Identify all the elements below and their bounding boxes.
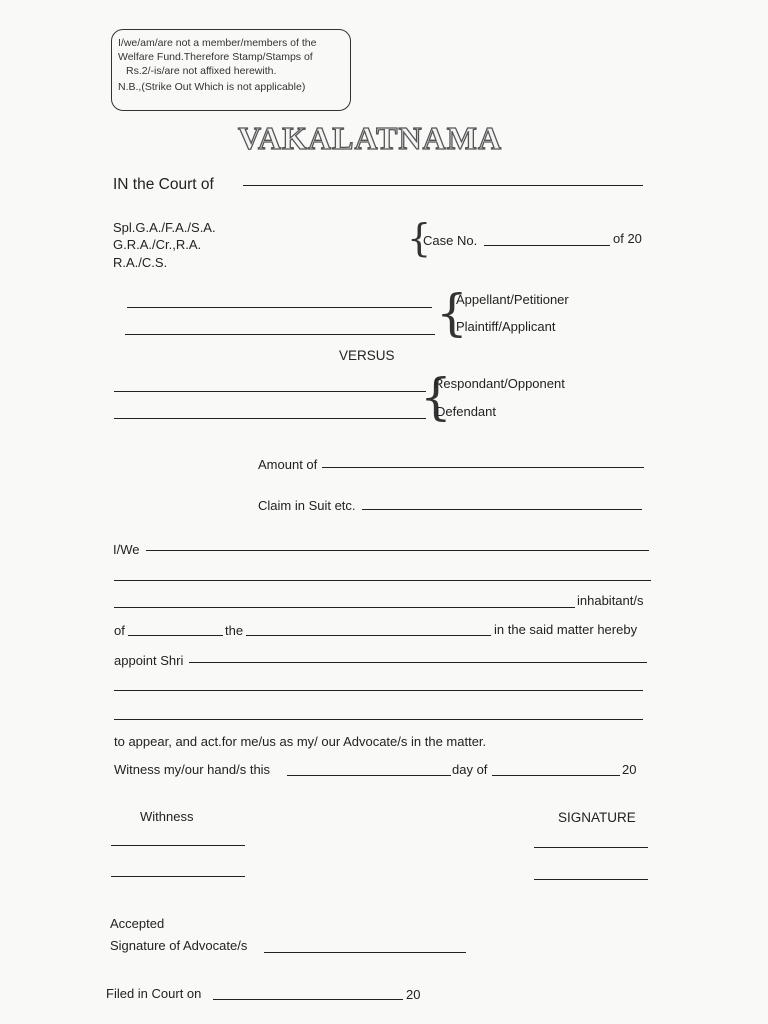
amount-label: Amount of [258, 457, 318, 472]
advocate-name-field[interactable] [189, 662, 647, 663]
inhabitant-label: inhabitant/s [577, 593, 644, 608]
appellant-label: Appellant/Petitioner [456, 292, 569, 307]
case-type-1: Spl.G.A./F.A./S.A. [113, 220, 216, 235]
note-line-3: Rs.2/-is/are not affixed herewith. [126, 65, 277, 77]
accepted-label: Accepted [110, 916, 165, 931]
the-label: the [225, 623, 244, 638]
case-no-label: Case No. [423, 233, 478, 248]
appoint-label: appoint Shri [114, 653, 184, 668]
advocate-field-line-2[interactable] [114, 690, 643, 691]
iwe-label: I/We [113, 542, 140, 557]
note-line-1: I/we/am/are not a member/members of the [118, 37, 317, 49]
the-field[interactable] [246, 635, 491, 636]
witness-hand-label: Witness my/our hand/s this [114, 762, 271, 777]
plaintiff-field[interactable] [125, 334, 435, 335]
sig-advocate-label: Signature of Advocate/s [110, 938, 248, 953]
court-label: IN the Court of [113, 176, 214, 193]
respondent-field[interactable] [114, 391, 426, 392]
case-brace: { [407, 216, 432, 260]
said-matter-label: in the said matter hereby [494, 622, 638, 637]
defendant-label: Defendant [436, 404, 496, 419]
respondent-brace: { [420, 368, 452, 426]
signature-label: SIGNATURE [558, 810, 636, 825]
versus-label: VERSUS [339, 348, 395, 363]
filed-label: Filed in Court on [106, 986, 202, 1001]
signature-2-field[interactable] [534, 879, 648, 880]
witness-1-field[interactable] [111, 845, 245, 846]
withness-label: Withness [140, 809, 194, 824]
appellant-brace: { [436, 284, 468, 342]
iwe-field[interactable] [146, 550, 649, 551]
claim-field[interactable] [362, 509, 642, 510]
plaintiff-label: Plaintiff/Applicant [456, 319, 556, 334]
witness-year-label: 20 [622, 762, 637, 777]
of-label: of [114, 623, 125, 638]
witness-day-field[interactable] [287, 775, 451, 776]
defendant-field[interactable] [114, 418, 426, 419]
iwe-field-line-2[interactable] [114, 580, 651, 581]
day-of-label: day of [452, 762, 488, 777]
of-field[interactable] [128, 635, 223, 636]
advocate-field-line-3[interactable] [114, 719, 643, 720]
witness-month-field[interactable] [492, 775, 620, 776]
claim-label: Claim in Suit etc. [258, 498, 356, 513]
case-year-label: of 20 [613, 231, 642, 246]
signature-1-field[interactable] [534, 847, 648, 848]
advocate-signature-field[interactable] [264, 952, 466, 953]
appear-text: to appear, and act.for me/us as my/ our Advocate/s in the matter. [114, 734, 487, 749]
note-line-2: Welfare Fund.Therefore Stamp/Stamps of [118, 51, 313, 63]
witness-2-field[interactable] [111, 876, 245, 877]
filed-date-field[interactable] [213, 999, 403, 1000]
case-type-2: G.R.A./Cr.,R.A. [113, 237, 202, 252]
iwe-field-line-3[interactable] [114, 607, 575, 608]
note-line-4: N.B.,(Strike Out Which is not applicable) [118, 81, 306, 93]
respondent-label: Respondant/Opponent [434, 376, 565, 391]
appellant-field[interactable] [127, 307, 432, 308]
filed-year-label: 20 [406, 987, 421, 1002]
page-title: VAKALATNAMA [238, 120, 503, 156]
amount-field[interactable] [322, 467, 644, 468]
case-type-3: R.A./C.S. [113, 255, 168, 270]
court-name-field[interactable] [243, 185, 643, 186]
welfare-fund-note [111, 29, 351, 111]
case-no-field[interactable] [484, 245, 610, 246]
